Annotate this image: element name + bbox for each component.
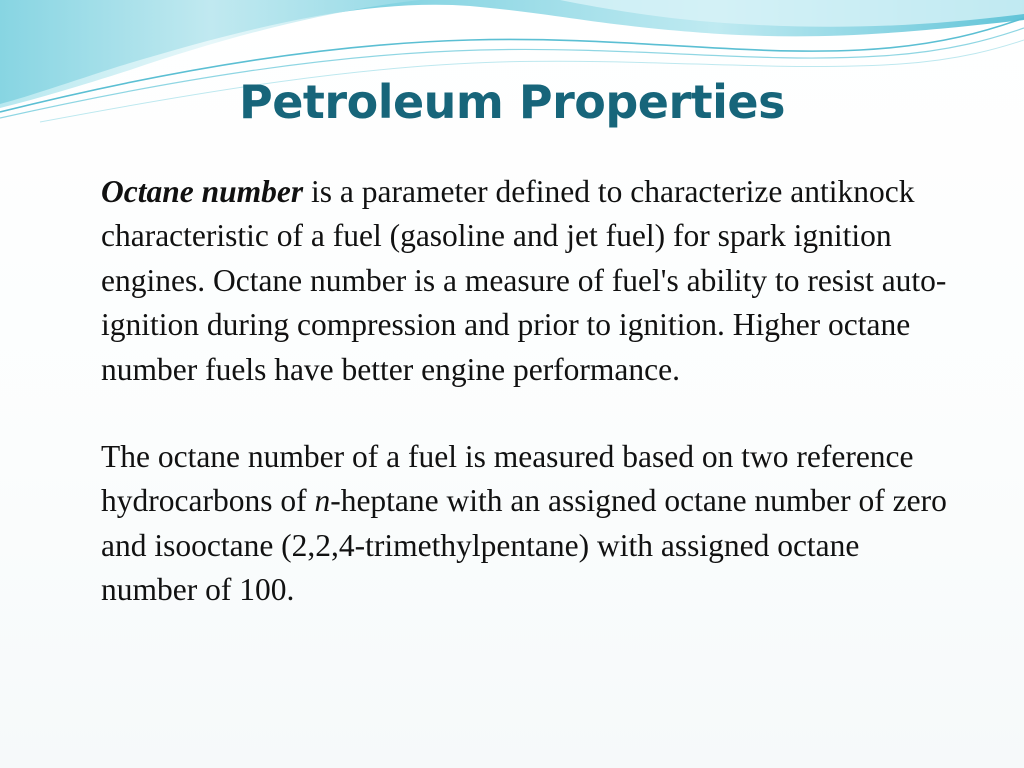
slide-title: Petroleum Properties (239, 75, 785, 129)
slide-body (101, 170, 957, 613)
paragraph-octane-definition (101, 170, 957, 392)
paragraph-octane-measurement (101, 435, 957, 613)
paragraph1-text: is a parameter defined to characterize antiknock characteristic of a fuel (gasoline and jet fuel) for spark ignition engines. Octane number is a measure of fuel's ability to resist auto-ignition during compression and prior to ignition. Higher octane number fuels have better engine performance. (101, 174, 947, 387)
paragraph2-text-before: The octane number of a fuel is measured based on two reference hydrocarbons of (101, 439, 914, 519)
italic-n: n (314, 483, 331, 519)
term-octane-number: Octane number (101, 174, 304, 209)
paragraph2-text-after: -heptane with an assigned octane number of zero and isooctane (2,2,4-trimethylpentane) with assigned octane number of 100. (101, 483, 947, 608)
